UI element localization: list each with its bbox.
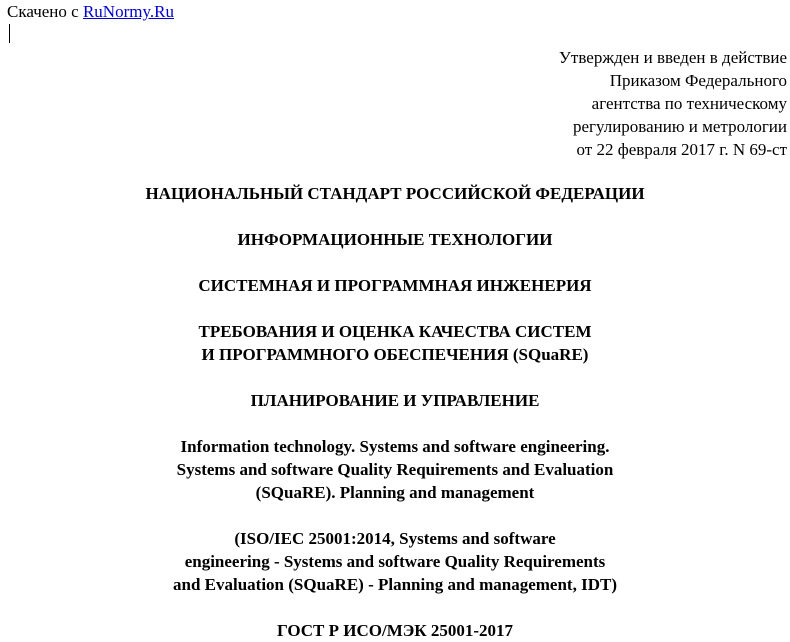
approval-block [559, 46, 787, 161]
iso-reference-line: and Evaluation (SQuaRE) - Planning and management, IDT) [173, 575, 617, 594]
approval-line: Утвержден и введен в действие [558, 48, 787, 67]
english-title-line: Systems and software Quality Requirements and Evaluation [176, 460, 614, 479]
standard-title: НАЦИОНАЛЬНЫЙ СТАНДАРТ РОССИЙСКОЙ ФЕДЕРАЦИИ [145, 184, 645, 203]
series-title [0, 320, 790, 366]
source-line [7, 2, 174, 22]
standard-designation: ГОСТ Р ИСО/МЭК 25001-2017 [276, 621, 514, 640]
approval-line: от 22 февраля 2017 г. N 69-ст [576, 140, 787, 159]
english-title-line: Information technology. Systems and software engineering. [180, 437, 610, 456]
series-title-line: И ПРОГРАММНОГО ОБЕСПЕЧЕНИЯ (SQuaRE) [201, 345, 589, 364]
iso-reference-line: engineering - Systems and software Quality Requirements [184, 552, 606, 571]
approval-line: регулированию и метрологии [572, 117, 787, 136]
english-title-line: (SQuaRE). Planning and management [255, 483, 535, 502]
source-prefix: Скачено с [7, 2, 83, 21]
source-link[interactable]: RuNormy.Ru [82, 2, 174, 21]
series-title-line: ТРЕБОВАНИЯ И ОЦЕНКА КАЧЕСТВА СИСТЕМ [198, 322, 592, 341]
subfield-title: СИСТЕМНАЯ И ПРОГРАММНАЯ ИНЖЕНЕРИЯ [198, 276, 592, 295]
part-title: ПЛАНИРОВАНИЕ И УПРАВЛЕНИЕ [250, 391, 540, 410]
english-title [0, 435, 790, 504]
approval-line: агентства по техническому [591, 94, 787, 113]
field-title: ИНФОРМАЦИОННЫЕ ТЕХНОЛОГИИ [237, 230, 553, 249]
iso-reference-line: (ISO/IEC 25001:2014, Systems and software [234, 529, 556, 548]
approval-line: Приказом Федерального [609, 71, 787, 90]
iso-reference [0, 527, 790, 596]
text-cursor [9, 24, 10, 43]
